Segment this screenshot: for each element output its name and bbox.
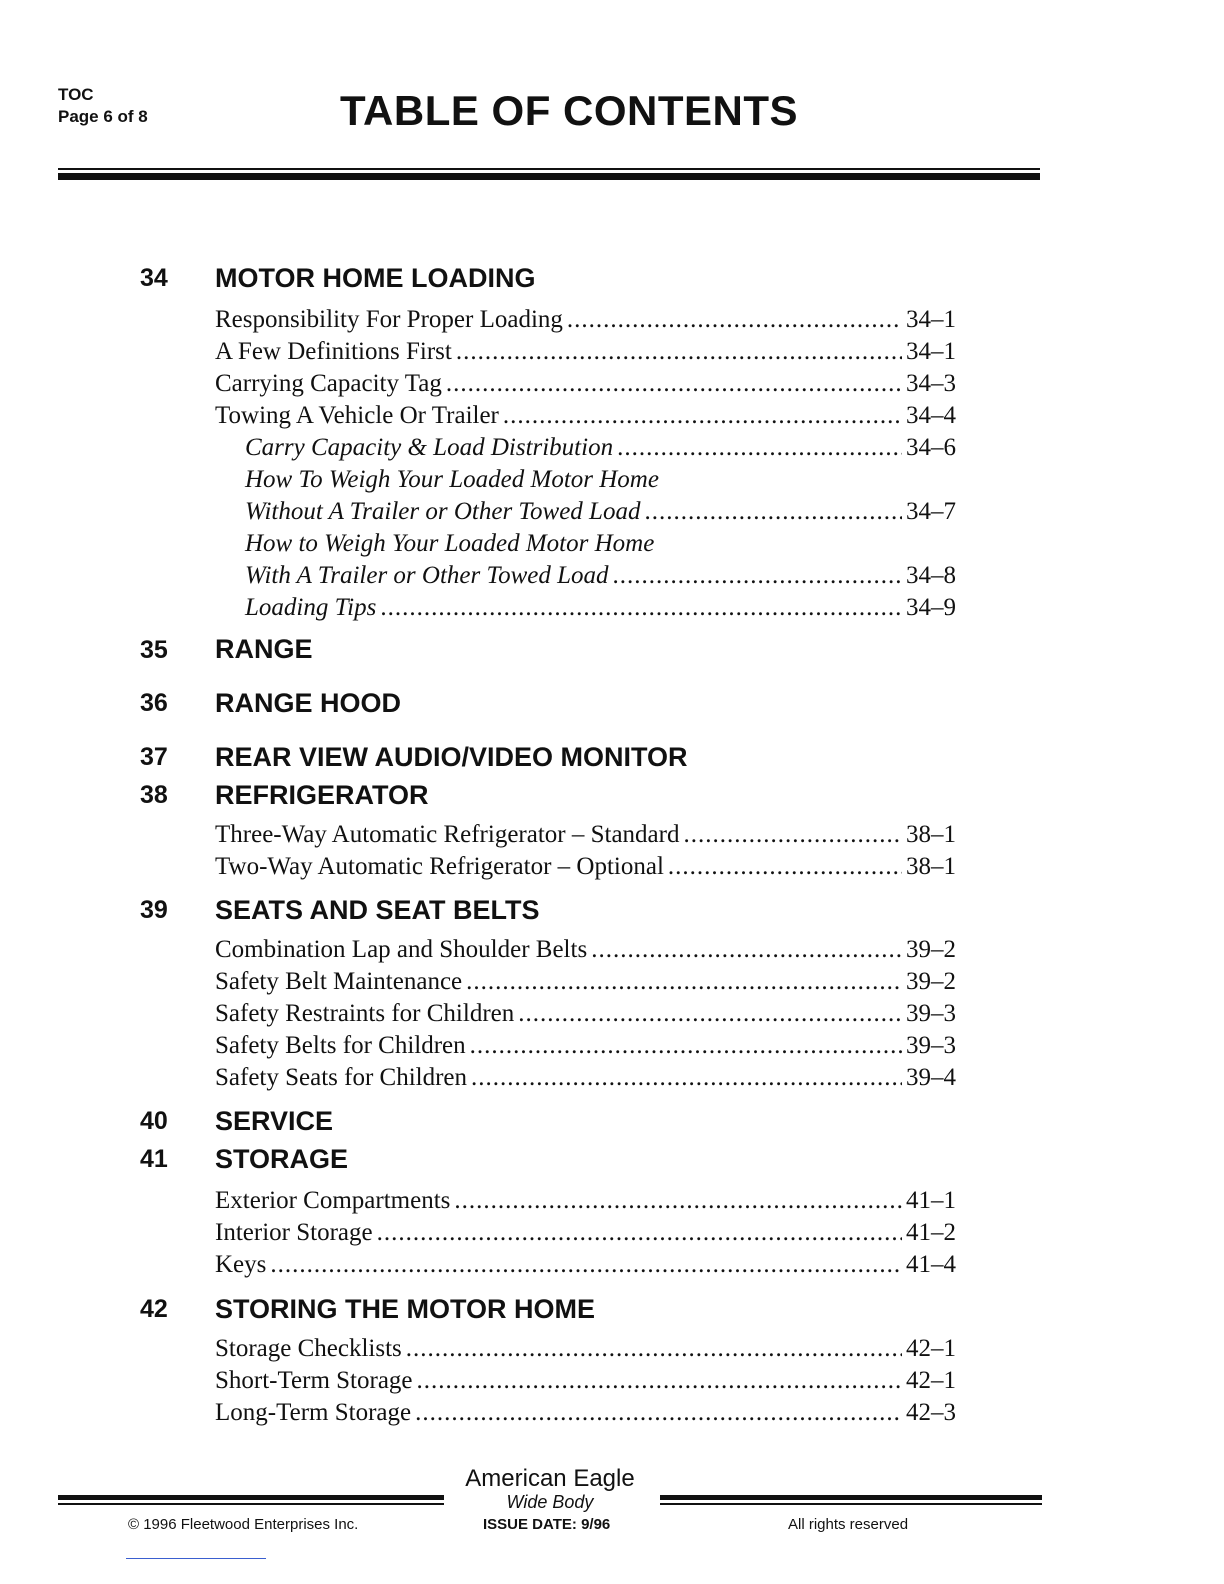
entry-page: 34–9 [906,594,956,621]
entry-label: Safety Belt Maintenance [215,968,463,995]
entry-label: Three-Way Automatic Refrigerator – Standard [215,821,680,848]
entry-page: 39–3 [906,1000,956,1027]
toc-entry[interactable] [215,1217,956,1249]
entry-label: With A Trailer or Other Towed Load [245,562,609,589]
entry-label: Safety Seats for Children [215,1064,468,1091]
entry-label: Keys [215,1251,267,1278]
entry-page: 42–1 [906,1335,956,1362]
section-title: SEATS AND SEAT BELTS [215,895,540,925]
toc-subentry[interactable] [245,560,956,592]
entry-page: 41–2 [906,1219,956,1246]
section-title[interactable]: REAR VIEW AUDIO/VIDEO MONITOR [215,742,688,772]
toc-entry[interactable] [215,1365,956,1397]
dot-leader [454,1185,902,1217]
section-title: STORING THE MOTOR HOME [215,1294,596,1324]
entry-label: Long-Term Storage [215,1399,412,1426]
entry-label: Carrying Capacity Tag [215,370,442,397]
toc-entry[interactable] [215,1030,956,1062]
dot-leader [617,432,902,464]
dot-leader [415,1397,902,1429]
entry-page: 34–8 [906,562,956,589]
footer-rule-right-thick [660,1495,1042,1500]
entry-page: 39–2 [906,968,956,995]
dot-leader [270,1249,902,1281]
section-title: MOTOR HOME LOADING [215,263,536,293]
entry-label: Safety Restraints for Children [215,1000,515,1027]
entry-label: Loading Tips [245,594,377,621]
dot-leader [644,496,902,528]
section-number: 41 [140,1145,168,1173]
entry-label: How to Weigh Your Loaded Motor Home [245,530,655,557]
section-number: 39 [140,896,168,924]
dot-leader [471,1062,902,1094]
footer-link-underline [126,1558,266,1559]
doc-code-label: TOC [58,85,94,104]
toc-subentry[interactable] [245,592,956,624]
page-indicator: Page 6 of 8 [58,107,148,126]
entry-page: 41–1 [906,1187,956,1214]
dot-leader [406,1333,902,1365]
toc-entry[interactable] [215,851,956,883]
entry-page: 38–1 [906,821,956,848]
dot-leader [456,336,902,368]
section-number: 35 [140,636,168,664]
footer-brand: American Eagle [465,1465,635,1492]
header-rule-thick [58,173,1040,180]
toc-subentry[interactable] [245,528,956,560]
dot-leader [668,851,902,883]
dot-leader [377,1217,902,1249]
toc-entry[interactable] [215,304,956,336]
entry-page: 34–4 [906,402,956,429]
entry-page: 34–6 [906,434,956,461]
entry-page: 42–1 [906,1367,956,1394]
footer-rule-left-thin [58,1503,444,1505]
section-number: 36 [140,689,168,717]
section-title: REFRIGERATOR [215,780,429,810]
toc-entry[interactable] [215,966,956,998]
section-title[interactable]: SERVICE [215,1106,334,1136]
entry-page: 41–4 [906,1251,956,1278]
entry-label: Without A Trailer or Other Towed Load [245,498,641,525]
entry-label: Two-Way Automatic Refrigerator – Optional [215,853,664,880]
section-title[interactable]: RANGE [215,634,313,664]
dot-leader [503,400,902,432]
section-number: 40 [140,1107,168,1135]
dot-leader [613,560,902,592]
section-number: 34 [140,264,168,292]
entry-label: Responsibility For Proper Loading [215,306,563,333]
toc-entry[interactable] [215,934,956,966]
footer-rule-right-thin [660,1503,1042,1505]
entry-label: Short-Term Storage [215,1367,413,1394]
footer-rule-left-thick [58,1495,444,1500]
dot-leader [446,368,902,400]
footer-model: Wide Body [506,1492,594,1512]
entry-label: Storage Checklists [215,1335,402,1362]
page-title: TABLE OF CONTENTS [340,87,799,134]
toc-subentry[interactable] [245,496,956,528]
dot-leader [683,819,902,851]
entry-label: Combination Lap and Shoulder Belts [215,936,588,963]
entry-label: Safety Belts for Children [215,1032,466,1059]
toc-entry[interactable] [215,336,956,368]
toc-entry[interactable] [215,1249,956,1281]
entry-label: A Few Definitions First [215,338,452,365]
entry-label: Towing A Vehicle Or Trailer [215,402,499,429]
section-title: STORAGE [215,1144,349,1174]
section-number: 38 [140,781,168,809]
dot-leader [567,304,902,336]
toc-entry[interactable] [215,819,956,851]
toc-entry[interactable] [215,1185,956,1217]
section-number: 42 [140,1295,168,1323]
dot-leader [470,1030,902,1062]
toc-entry[interactable] [215,1333,956,1365]
dot-leader [518,998,902,1030]
dot-leader [417,1365,902,1397]
toc-entry[interactable] [215,1062,956,1094]
section-number: 37 [140,743,168,771]
entry-page: 34–3 [906,370,956,397]
entry-label: How To Weigh Your Loaded Motor Home [245,466,659,493]
dot-leader [591,934,902,966]
toc-subentry[interactable] [245,432,956,464]
footer-issue-date: ISSUE DATE: 9/96 [483,1516,611,1533]
dot-leader [380,592,902,624]
entry-page: 42–3 [906,1399,956,1426]
entry-page: 39–3 [906,1032,956,1059]
toc-entry[interactable] [215,400,956,432]
entry-page: 38–1 [906,853,956,880]
section-title[interactable]: RANGE HOOD [215,688,402,718]
toc-entry[interactable] [215,998,956,1030]
header-rule-thin [58,168,1040,170]
entry-page: 39–2 [906,936,956,963]
toc-subentry[interactable] [245,464,956,496]
entry-page: 34–1 [906,306,956,333]
footer-copyright: © 1996 Fleetwood Enterprises Inc. [128,1516,359,1533]
entry-page: 34–7 [906,498,956,525]
footer-rights: All rights reserved [788,1516,909,1533]
entry-page: 39–4 [906,1064,956,1091]
dot-leader [466,966,902,998]
entry-label: Carry Capacity & Load Distribution [245,434,614,461]
toc-entry[interactable] [215,368,956,400]
entry-page: 34–1 [906,338,956,365]
entry-label: Exterior Compartments [215,1187,451,1214]
entry-label: Interior Storage [215,1219,373,1246]
toc-entry[interactable] [215,1397,956,1429]
